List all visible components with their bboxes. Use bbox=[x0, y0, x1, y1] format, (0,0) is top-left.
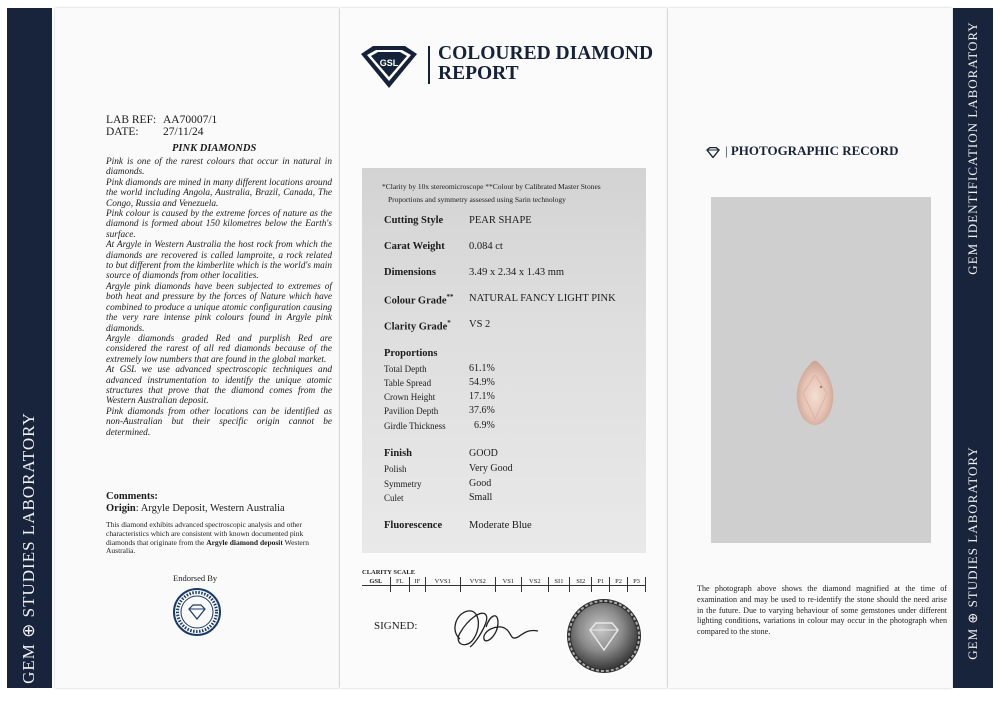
clarity-scale-cell: P3 bbox=[628, 577, 646, 586]
polish-label: Polish bbox=[384, 464, 407, 474]
right-strip-bottom-text: GEM ⊕ STUDIES LABORATORY bbox=[965, 446, 980, 660]
clarity-scale-cell: IF bbox=[409, 577, 425, 586]
fluorescence-value: Moderate Blue bbox=[469, 520, 532, 531]
girdle-thickness-value: 6.9% bbox=[474, 420, 495, 431]
table-spread-value: 54.9% bbox=[469, 377, 495, 388]
paragraph: Argyle diamonds graded Red and purplish Red are considered the rarest of all red diamonds because of the extremely low numbers that are found in the global market. bbox=[106, 333, 332, 365]
pear-diamond-image bbox=[711, 197, 931, 543]
carat-weight-label: Carat Weight bbox=[384, 241, 445, 252]
colour-grade-text: Colour Grade bbox=[384, 295, 447, 307]
comments-heading: Comments: bbox=[106, 491, 158, 502]
title-divider bbox=[428, 46, 430, 84]
clarity-scale-desc bbox=[610, 586, 628, 593]
signed-label: SIGNED: bbox=[374, 620, 418, 632]
clarity-scale-desc bbox=[548, 586, 570, 593]
origin-label: Origin bbox=[106, 503, 136, 514]
holographic-seal-icon bbox=[566, 598, 642, 674]
clarity-scale-cell: FL bbox=[390, 577, 409, 586]
crown-height-label: Crown Height bbox=[384, 392, 436, 402]
clarity-scale-desc bbox=[495, 586, 521, 593]
table-spread-label: Table Spread bbox=[384, 378, 432, 388]
clarity-scale-desc bbox=[522, 586, 548, 593]
photo-caption: The photograph above shows the diamond magnified at the time of examination and may be used to re-identify the stone should the need arise in the future. Due to varying behaviour of some gemstones under different lighting conditions, variations in colour may occur in the photograph when compared to the stone. bbox=[697, 584, 947, 637]
clarity-scale-desc bbox=[460, 586, 495, 593]
clarity-scale-cell: VVS2 bbox=[460, 577, 495, 586]
girdle-thickness-label: Girdle Thickness bbox=[384, 421, 446, 431]
diamond-icon bbox=[706, 145, 720, 156]
report-title-line1: COLOURED DIAMOND bbox=[438, 43, 654, 64]
paragraph: At GSL we use advanced spectroscopic techniques and advanced instrumentation to identify the unique atomic structures that prove that the diamond comes from the Western Australian deposit. bbox=[106, 365, 332, 407]
crown-height-value: 17.1% bbox=[469, 391, 495, 402]
symmetry-value: Good bbox=[469, 478, 492, 489]
paragraph: Pink diamonds are mined in many different locations around the world including Angola, Australia, Brazil, Canada, The Congo, Russia and Venezuela. bbox=[106, 177, 332, 209]
pavilion-depth-label: Pavilion Depth bbox=[384, 406, 439, 416]
clarity-scale-cell: P2 bbox=[610, 577, 628, 586]
clarity-scale-cell: SI2 bbox=[570, 577, 592, 586]
culet-label: Culet bbox=[384, 493, 404, 503]
association-seal-icon bbox=[172, 587, 222, 637]
clarity-scale-cell: P1 bbox=[592, 577, 610, 586]
clarity-scale-desc bbox=[425, 586, 460, 593]
report-title bbox=[438, 44, 653, 84]
finish-heading: Finish bbox=[384, 448, 413, 459]
finish-value: GOOD bbox=[469, 448, 498, 459]
clarity-grade-value: VS 2 bbox=[469, 319, 491, 330]
left-vertical-strip bbox=[7, 8, 52, 688]
clarity-grade-label bbox=[384, 319, 451, 333]
lab-ref-value: AA70007/1 bbox=[163, 114, 218, 126]
cutting-style-label: Cutting Style bbox=[384, 215, 444, 226]
clarity-scale-desc bbox=[628, 586, 646, 593]
paragraph: Pink diamonds from other locations can be identified as non-Australian but their specific origin cannot be determined. bbox=[106, 406, 332, 438]
clarity-scale-desc bbox=[390, 586, 409, 593]
paragraph: Pink is one of the rarest colours that occur in natural in diamonds. bbox=[106, 157, 332, 178]
clarity-scale-cell: SI1 bbox=[548, 577, 570, 586]
pavilion-depth-value: 37.6% bbox=[469, 405, 495, 416]
signature-image bbox=[446, 603, 542, 653]
origin-note bbox=[106, 521, 332, 556]
carat-weight-value: 0.084 ct bbox=[469, 241, 503, 252]
date-label: DATE: bbox=[106, 126, 139, 138]
origin-line bbox=[106, 503, 285, 514]
paragraph: Pink colour is caused by the extreme forces of nature as the diamond is formed about 150 kilometres below the Earth's surface. bbox=[106, 209, 332, 240]
clarity-scale-table bbox=[362, 577, 646, 592]
gsl-logo bbox=[357, 44, 421, 90]
culet-value: Small bbox=[469, 492, 493, 503]
note-tail: Western Australia. bbox=[106, 537, 310, 556]
clarity-scale-title: CLARITY SCALE bbox=[362, 569, 416, 576]
dimensions-label: Dimensions bbox=[384, 267, 436, 278]
diamond-photo bbox=[711, 197, 931, 543]
clarity-scale-desc bbox=[362, 586, 390, 593]
colour-grade-value: NATURAL FANCY LIGHT PINK bbox=[469, 293, 616, 304]
polish-value: Very Good bbox=[469, 463, 513, 474]
dimensions-value: 3.49 x 2.34 x 1.43 mm bbox=[469, 267, 565, 278]
colour-grade-mark: ** bbox=[446, 293, 454, 301]
left-strip-text: GEM ⊕ STUDIES LABORATORY bbox=[19, 412, 38, 684]
clarity-scale-cell: GSL bbox=[362, 577, 390, 586]
clarity-scale-desc bbox=[570, 586, 592, 593]
proportions-heading: Proportions bbox=[384, 348, 438, 359]
colour-grade-label bbox=[384, 293, 454, 307]
photographic-record-text: PHOTOGRAPHIC RECORD bbox=[730, 143, 899, 158]
clarity-scale-desc bbox=[592, 586, 610, 593]
total-depth-value: 61.1% bbox=[469, 363, 495, 374]
clarity-scale-desc bbox=[409, 586, 425, 593]
report-title-line2: REPORT bbox=[438, 63, 519, 84]
clarity-scale-cell: VS2 bbox=[522, 577, 548, 586]
photographic-record-title: | PHOTOGRAPHIC RECORD bbox=[725, 143, 899, 158]
logo-text: GSL bbox=[379, 58, 399, 68]
fluorescence-label: Fluorescence bbox=[384, 520, 443, 531]
method-note-1: *Clarity by 10x stereomicroscope **Colour by Calibrated Master Stones bbox=[382, 182, 601, 191]
endorsed-by-label: Endorsed By bbox=[173, 573, 218, 583]
symmetry-label: Symmetry bbox=[384, 479, 422, 489]
paragraph: Argyle pink diamonds have been subjected to extremes of both heat and pressure by the forces of Nature which have combined to produce a unique atomic configuration causing the very rare intense pink colours found in Argyle pink diamonds. bbox=[106, 281, 332, 334]
clarity-scale-cell: VVS1 bbox=[425, 577, 460, 586]
right-strip-top-text: GEM IDENTIFICATION LABORATORY bbox=[965, 21, 980, 275]
pink-diamonds-text bbox=[106, 157, 332, 438]
origin-value: : Argyle Deposit, Western Australia bbox=[135, 503, 285, 514]
right-vertical-strip bbox=[953, 8, 993, 688]
cutting-style-value: PEAR SHAPE bbox=[469, 215, 532, 226]
note-bold: Argyle diamond deposit bbox=[206, 537, 283, 547]
method-note-2: Proportions and symmetry assessed using Sarin technology bbox=[388, 195, 566, 204]
total-depth-label: Total Depth bbox=[384, 364, 427, 374]
clarity-scale-cell: VS1 bbox=[495, 577, 521, 586]
method-notes bbox=[382, 180, 652, 206]
pink-diamonds-title: PINK DIAMONDS bbox=[172, 143, 257, 154]
lab-ref-label: LAB REF: bbox=[106, 114, 157, 126]
note-text: This diamond exhibits advanced spectroscopic analysis and other characteristics which are consistent with known documented pink diamonds that originate from the bbox=[106, 520, 304, 547]
clarity-grade-mark: * bbox=[447, 319, 451, 327]
paragraph: At Argyle in Western Australia the host rock from which the diamonds are recovered is called lamproite, a rock related to but different from the kimberlite which is the world's main source of diamonds from other localities. bbox=[106, 240, 332, 282]
date-value: 27/11/24 bbox=[163, 126, 204, 138]
clarity-grade-text: Clarity Grade bbox=[384, 321, 448, 333]
